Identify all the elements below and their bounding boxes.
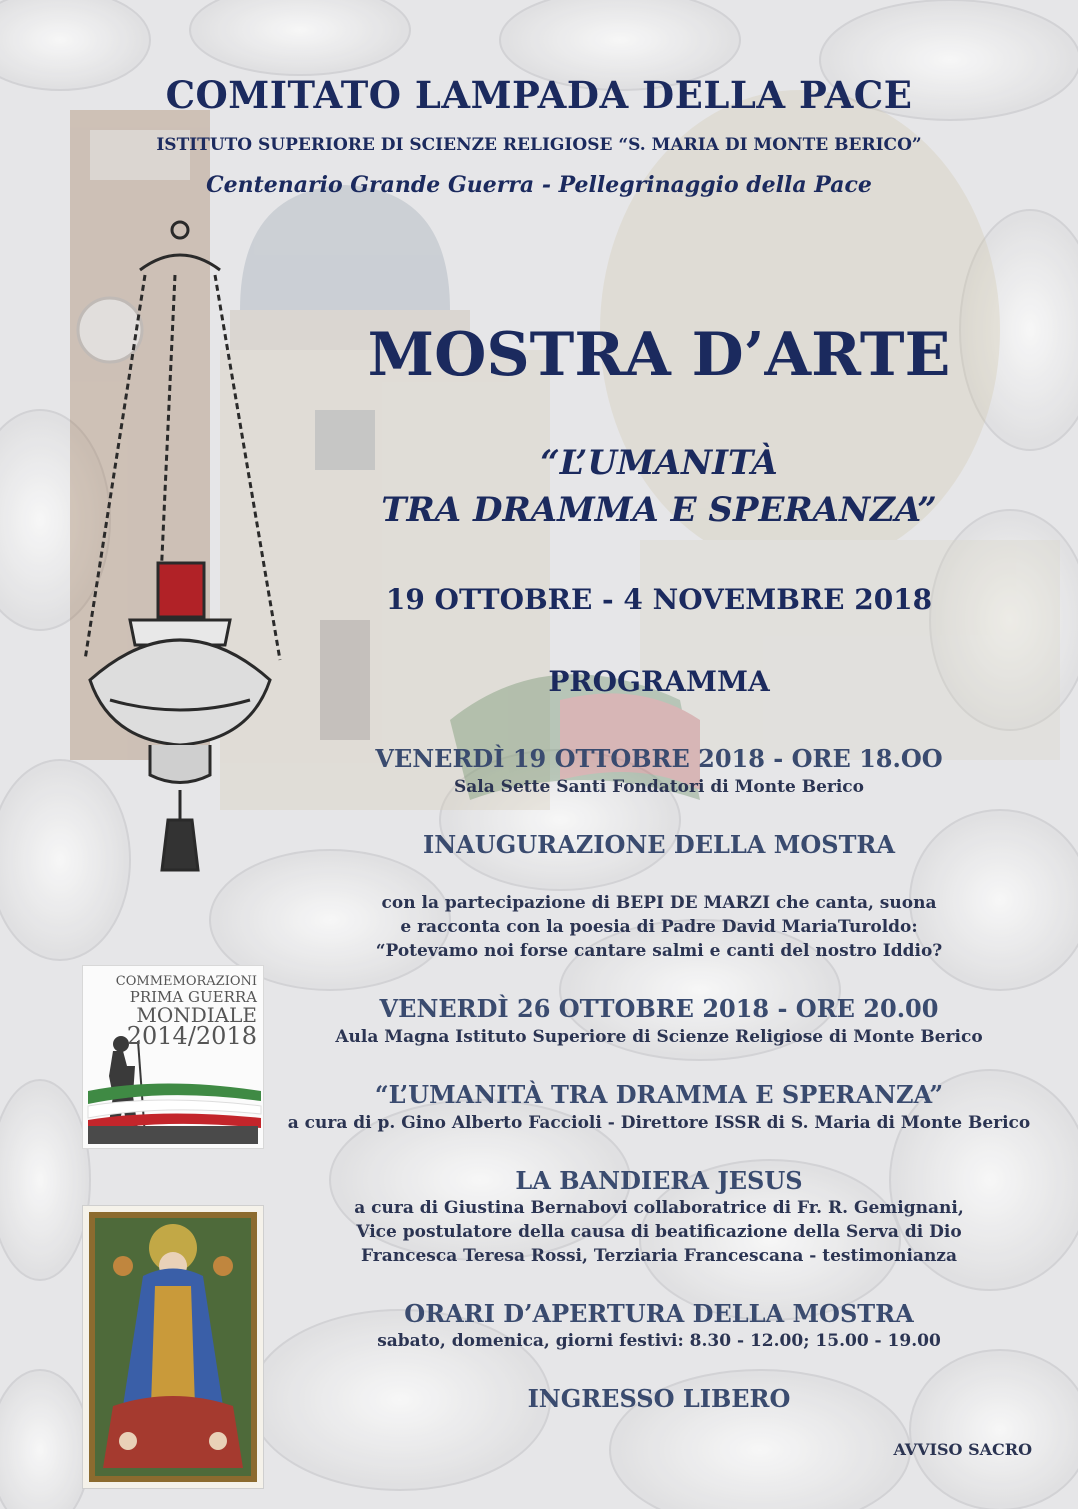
- event2-desc: a cura di p. Gino Alberto Faccioli - Direttore ISSR di S. Maria di Monte Berico: [287, 1113, 1031, 1133]
- badge-line4: 2014/2018: [126, 1022, 257, 1050]
- exhibition-dates: 19 OTTOBRE - 4 NOVEMBRE 2018: [385, 583, 933, 616]
- commemoration-badge: [82, 965, 264, 1149]
- event1-place: Sala Sette Santi Fondatori di Monte Berico: [453, 777, 865, 797]
- sacred-notice: AVVISO SACRO: [893, 1440, 1032, 1459]
- entry-notice: INGRESSO LIBERO: [527, 1384, 791, 1413]
- exhibition-theme-line1: “L’UMANITÀ: [540, 443, 778, 483]
- event3-title: LA BANDIERA JESUS: [515, 1166, 803, 1195]
- event3-desc1: a cura di Giustina Bernabovi collaboratrice di Fr. R. Gemignani,: [354, 1198, 964, 1218]
- event2-title: “L’UMANITÀ TRA DRAMMA E SPERANZA”: [374, 1080, 944, 1109]
- event-subtitle: Centenario Grande Guerra - Pellegrinaggio della Pace: [206, 172, 872, 198]
- event2-date: VENERDÌ 26 OTTOBRE 2018 - ORE 20.00: [379, 994, 939, 1023]
- event2-place: Aula Magna Istituto Superiore di Scienze Religiose di Monte Berico: [335, 1027, 983, 1047]
- madonna-icon: [82, 1205, 264, 1489]
- event3-desc2: Vice postulatore della causa di beatificazione della Serva di Dio: [356, 1222, 962, 1242]
- event1-desc2: e racconta con la poesia di Padre David MariaTuroldo:: [400, 917, 918, 937]
- committee-title: COMITATO LAMPADA DELLA PACE: [165, 73, 913, 117]
- institute-name: ISTITUTO SUPERIORE DI SCIENZE RELIGIOSE “S. MARIA DI MONTE BERICO”: [156, 135, 922, 155]
- badge-line3: MONDIALE: [136, 1003, 257, 1027]
- program-heading: PROGRAMMA: [548, 665, 770, 698]
- event1-date: VENERDÌ 19 OTTOBRE 2018 - ORE 18.OO: [375, 744, 943, 773]
- event3-desc3: Francesca Teresa Rossi, Terziaria Francescana - testimonianza: [361, 1246, 957, 1266]
- event1-desc1: con la partecipazione di BEPI DE MARZI che canta, suona: [381, 893, 937, 913]
- event1-desc3: “Potevamo noi forse cantare salmi e canti del nostro Iddio?: [375, 941, 943, 961]
- exhibition-title: MOSTRA D’ARTE: [367, 320, 951, 390]
- exhibition-theme-line2: TRA DRAMMA E SPERANZA”: [381, 490, 937, 530]
- event1-title: INAUGURAZIONE DELLA MOSTRA: [422, 830, 895, 859]
- hours-title: ORARI D’APERTURA DELLA MOSTRA: [404, 1299, 914, 1328]
- badge-line1: COMMEMORAZIONI: [115, 974, 257, 989]
- badge-line2: PRIMA GUERRA: [129, 988, 257, 1006]
- hours-desc: sabato, domenica, giorni festivi: 8.30 - 12.00; 15.00 - 19.00: [377, 1331, 941, 1351]
